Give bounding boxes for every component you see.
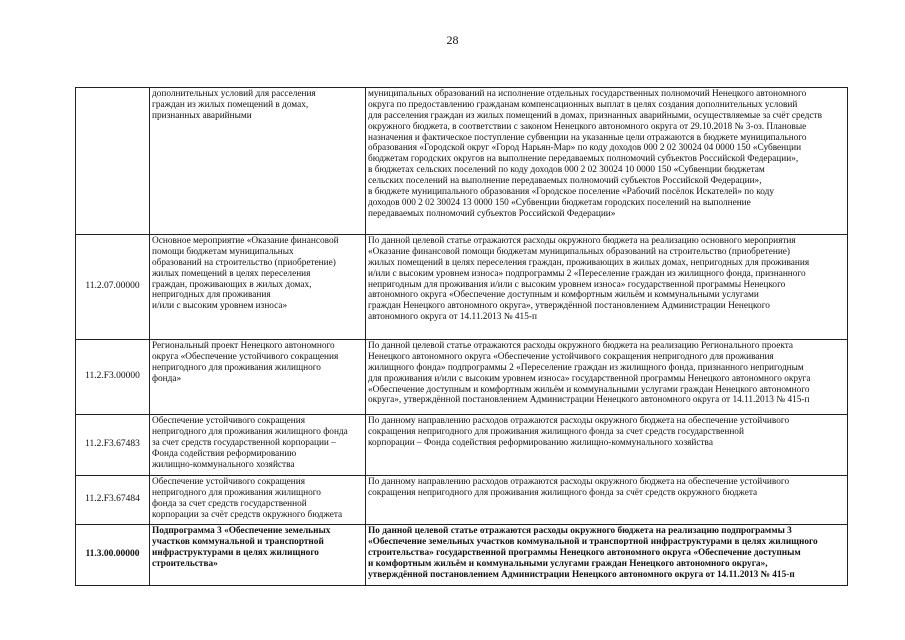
target-article-name-text: Основное мероприятие «Оказание финансовой помощи бюджетам муниципальных образований на строительство (приобретение) жилых помещений в целях переселения граждан, проживающих в жилых домах, непригодных для проживания и/или с высоким уровнем износа» bbox=[152, 236, 339, 312]
target-article-description bbox=[366, 340, 848, 415]
target-article-description bbox=[366, 415, 848, 476]
target-article-code bbox=[76, 88, 150, 235]
target-article-description-text: По данному направлению расходов отражаются расходы окружного бюджета на обеспечение устойчивого сокращения непригодного для проживания жилищного фонда за счёт средств окружного бюджета bbox=[368, 477, 790, 498]
target-article-code: 11.2.07.00000 bbox=[76, 235, 150, 340]
table-row bbox=[76, 88, 848, 235]
table-row bbox=[76, 340, 848, 415]
target-article-code: 11.2.F3.67484 bbox=[76, 476, 150, 525]
target-article-description bbox=[366, 88, 848, 235]
target-article-code: 11.2.F3.00000 bbox=[76, 340, 150, 415]
table-row bbox=[76, 525, 848, 586]
target-article-code: 11.3.00.00000 bbox=[76, 525, 150, 586]
target-article-code: 11.2.F3.67483 bbox=[76, 415, 150, 476]
target-article-name-text: Обеспечение устойчивого сокращения непригодного для проживания жилищного фонда за счет средств государственной корпорации – Фонда содействия реформированию жилищно-коммунального хозяйства bbox=[152, 416, 348, 470]
target-article-name-text: Обеспечение устойчивого сокращения непригодного для проживания жилищного фонда за счет средств государственной корпорации за счёт средств окружного бюджета bbox=[152, 477, 343, 520]
page-number: 28 bbox=[446, 33, 459, 47]
target-article-name bbox=[150, 235, 366, 340]
target-article-name-text: Региональный проект Ненецкого автономного округа «Обеспечение устойчивого сокращения непригодного для проживания жилищного фонда» bbox=[152, 341, 339, 384]
target-article-description bbox=[366, 235, 848, 340]
target-article-name-text: Подпрограмма 3 «Обеспечение земельных участков коммунальной и транспортной инфраструктурами в целях жилищного строительства» bbox=[152, 526, 331, 569]
budget-classification-table bbox=[75, 87, 848, 586]
table-row bbox=[76, 415, 848, 476]
target-article-description-text: По данному направлению расходов отражаются расходы окружного бюджета на обеспечение устойчивого сокращения непригодного для проживания жилищного фонда за счет средств государственной корпорации – Фонда содействия реформированию жилищно-коммунального хозяйства bbox=[368, 416, 790, 448]
target-article-description bbox=[366, 476, 848, 525]
target-article-name bbox=[150, 88, 366, 235]
target-article-name bbox=[150, 340, 366, 415]
target-article-name-text: дополнительных условий для расселения граждан из жилых помещений в домах, признанных аварийными bbox=[152, 89, 316, 121]
target-article-name bbox=[150, 525, 366, 586]
target-article-description-text: По данной целевой статье отражаются расходы окружного бюджета на реализацию Регионального проекта Ненецкого автономного округа «Обеспечение устойчивого сокращения непригодного для проживания жилищного фонда» подпрограммы 2 «Переселение граждан из жилищного фонда, признанного непригодным для проживания и/или с высоким уровнем износа» государственной программы Ненецкого автономного округа «Обеспечение доступным и комфортным жильём и коммунальными услугами граждан Ненецкого автономного округа», утверждённой постановлением Администрации Ненецкого автономного округа от 14.11.2013 № 415-п bbox=[368, 341, 811, 406]
table-row bbox=[76, 476, 848, 525]
target-article-name bbox=[150, 476, 366, 525]
target-article-description-text: муниципальных образований на исполнение отдельных государственных полномочий Ненецкого автономного округа по предоставлению гражданам компенсационных выплат в целях создания дополнительных условий для расселения граждан из жилых помещений в домах, признанных аварийными, осуществляемые за счёт средств окружного бюджета, в соответствии с законом Ненецкого автономного округа от 29.10.2018 № 3-оз. Плановые назначения и фактическое поступление субвенции на указанные цели отражаются в бюджете муниципального образования «Городской округ «Город Нарьян-Мар» по коду доходов 000 2 02 30024 04 0000 150 «Субвенции бюджетам городских округов на выполнение передаваемых полномочий субъектов Российской Федерации», в бюджетах сельских поселений по коду доходов 000 2 02 30024 10 0000 150 «Субвенции бюджетам сельских поселений на выполнение передаваемых полномочий субъектов Российской Федерации», в бюджете муниципального образования «Городское поселение «Рабочий посёлок Искателей» по коду доходов 000 2 02 30024 13 0000 150 «Субвенции бюджетам городских поселений на выполнение передаваемых полномочий субъектов Российской Федерации» bbox=[368, 89, 822, 219]
target-article-description-text: По данной целевой статье отражаются расходы окружного бюджета на реализацию подпрограммы 3 «Обеспечение земельных участков коммунальной и транспортной инфраструктурами в целях жилищного строительства» государственной программы Ненецкого автономного округа «Обеспечение доступным и комфортным жильём и коммунальными услугами граждан Ненецкого автономного округа», утверждённой постановлением Администрации Ненецкого автономного округа от 14.11.2013 № 415-п bbox=[368, 526, 818, 580]
target-article-name bbox=[150, 415, 366, 476]
target-article-description bbox=[366, 525, 848, 586]
target-article-description-text: По данной целевой статье отражаются расходы окружного бюджета на реализацию основного мероприятия «Оказание финансовой помощи бюджетам муниципальных образований на строительство (приобретение) жилых помещений в целях переселения граждан, проживающих в жилых домах, непригодных для проживания и/или с высоким уровнем износа» подпрограммы 2 «Переселение граждан из жилищного фонда, признанного непригодным для проживания и/или с высоким уровнем износа» государственной программы Ненецкого автономного округа «Обеспечение доступным и комфортным жильём и коммунальными услугами граждан Ненецкого автономного округа», утверждённой постановлением Администрации Ненецкого автономного округа от 14.11.2013 № 415-п bbox=[368, 236, 810, 323]
table-row bbox=[76, 235, 848, 340]
